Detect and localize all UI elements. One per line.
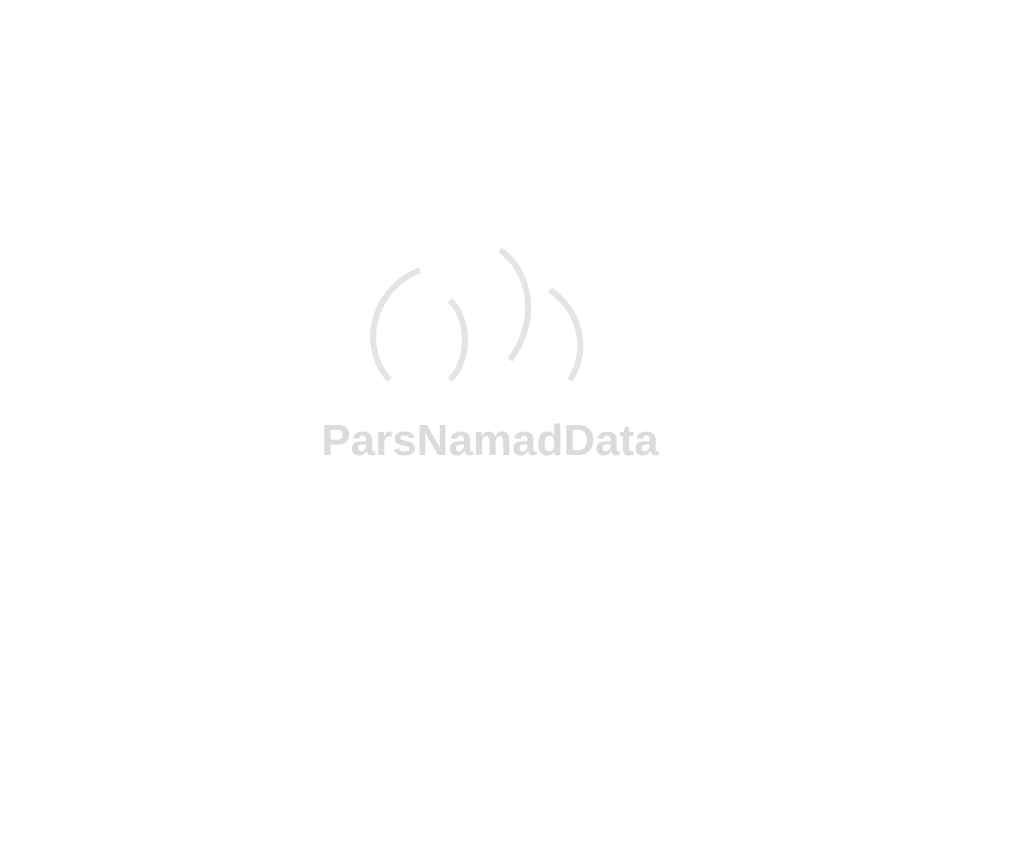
appraisal-paragraph: [8, 96, 1016, 143]
lot-paragraph: [8, 227, 1016, 258]
lot-paragraph: [8, 500, 1016, 531]
lot-paragraph: [8, 383, 1016, 414]
lot-paragraph: [8, 461, 1016, 492]
notice-title: [8, 6, 1016, 22]
lot-paragraph: [8, 539, 1016, 570]
lot-paragraph: [8, 149, 1016, 180]
lot-paragraph: [8, 305, 1016, 336]
auction-terms-paragraph: [8, 635, 1016, 743]
lot-paragraph: [8, 266, 1016, 297]
lot-paragraph: [8, 422, 1016, 453]
case-intro-paragraph: [8, 28, 1016, 90]
lot-paragraph: [8, 578, 1016, 625]
lot-paragraph: [8, 188, 1016, 219]
lot-paragraph: [8, 344, 1016, 375]
watermark-brand: ParsNamadData: [321, 416, 659, 465]
